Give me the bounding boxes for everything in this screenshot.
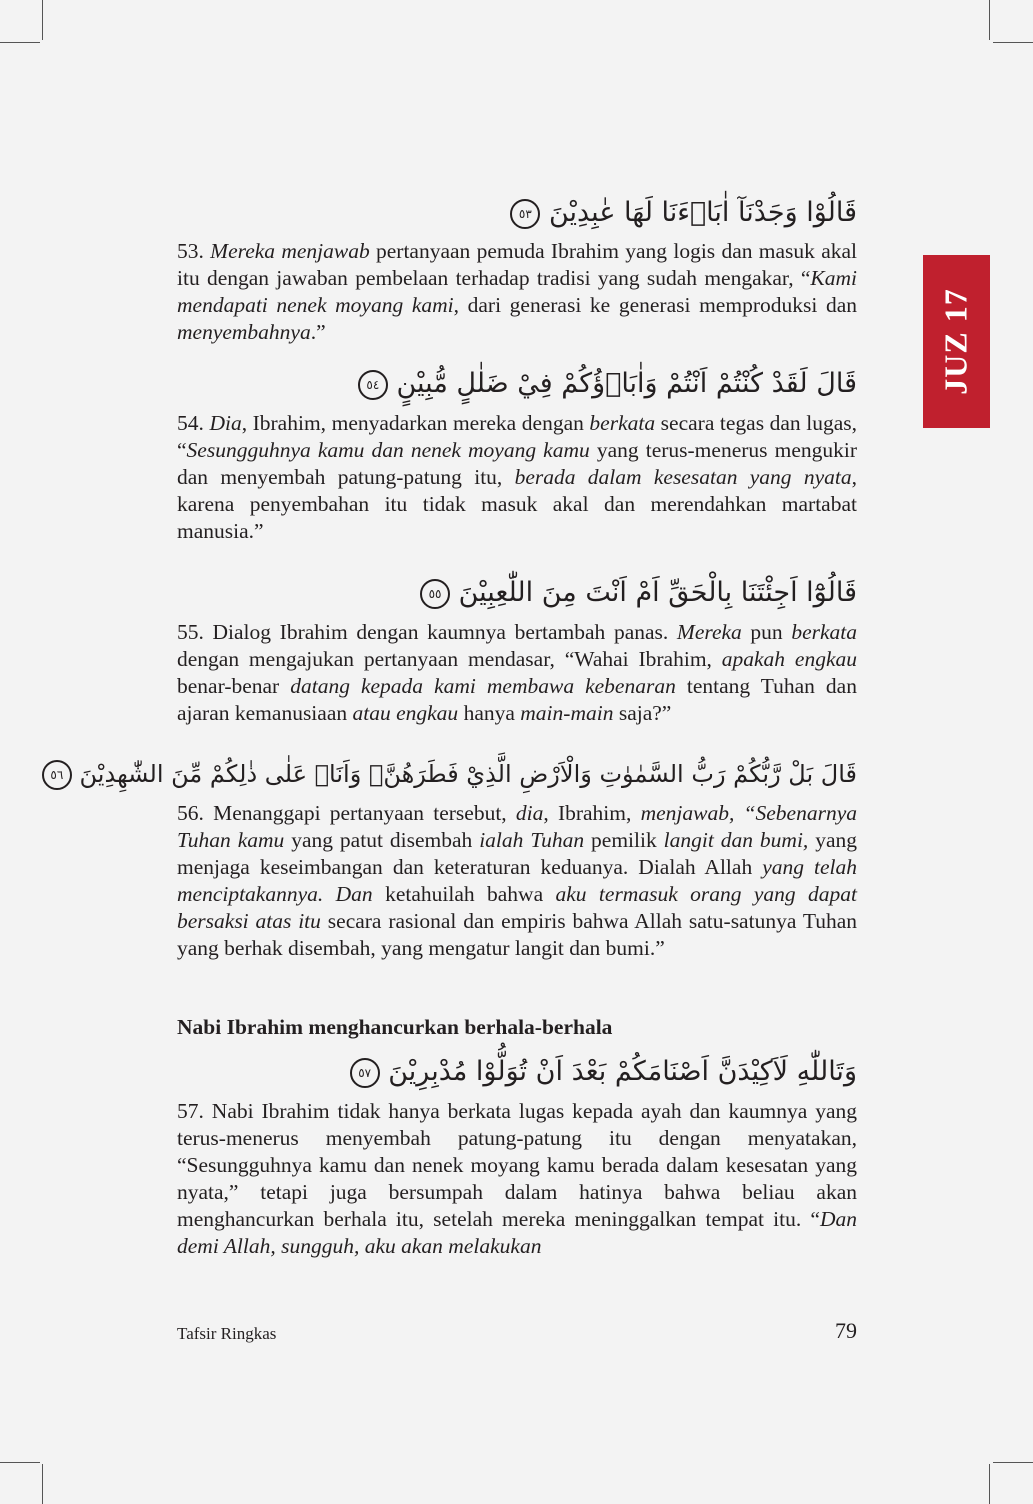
- juz-tab: [923, 255, 990, 428]
- text-run: dengan mengajukan pertanyaan mendasar, “Wahai Ibrahim,: [177, 647, 722, 671]
- text-run: 53.: [177, 239, 211, 263]
- crop-mark: [0, 1462, 40, 1463]
- emphasis-text: menjawab, “Sebenarnya Tuhan kamu: [177, 801, 858, 852]
- text-run: , Ibrahim,: [543, 801, 641, 825]
- ayah-text: قَالُوْٓا اَجِئْتَنَا بِالْحَقِّ اَمْ اَنْتَ مِنَ اللّٰعِبِيْنَ: [458, 577, 857, 608]
- text-run: tentang Tuhan dan ajaran kemanusiaan: [177, 674, 857, 725]
- text-run: benar-benar: [177, 674, 291, 698]
- emphasis-text: Sesungguhnya kamu dan nenek moyang kamu: [186, 438, 590, 462]
- text-run: ketahuilah bahwa: [372, 882, 556, 906]
- text-run: 57. Nabi Ibrahim tidak hanya berkata lugas kepada ayah dan kaumnya yang terus-menerus menyembah patung-patung itu dengan menyatakan, “Sesungguhnya kamu dan nenek moyang kamu berada dalam kesesatan yang nyata,” tetapi juga bersumpah dalam hatinya bahwa beliau akan menghancurkan berhala itu, setelah mereka meninggalkan tempat itu. “: [177, 1099, 857, 1231]
- crop-mark: [989, 0, 990, 40]
- text-run: secara tegas dan lugas, “: [177, 411, 857, 462]
- text-run: 54.: [177, 411, 210, 435]
- text-run: 56. Menanggapi pertanyaan tersebut,: [177, 801, 516, 825]
- crop-mark: [989, 1464, 990, 1504]
- page-content: [50, 190, 858, 1260]
- text-run: , Ibrahim, menyadarkan mereka dengan: [241, 411, 590, 435]
- page-number: 79: [835, 1318, 857, 1343]
- emphasis-text: berkata: [791, 620, 858, 644]
- emphasis-text: langit dan bumi,: [663, 828, 809, 852]
- ayah-56: [50, 751, 857, 797]
- text-run: pemilik: [584, 828, 664, 852]
- emphasis-text: Kami mendapati nenek moyang kami: [177, 266, 857, 317]
- text-run: , dari generasi ke generasi memproduksi dan: [453, 293, 857, 317]
- ayah-54: [177, 361, 857, 407]
- text-run: .”: [310, 320, 326, 344]
- crop-mark: [993, 42, 1033, 43]
- ayah-text: قَالُوْا وَجَدْنَآ اٰبَاۤءَنَا لَهَا عٰبِدِيْنَ: [548, 197, 857, 228]
- translation-53: [177, 238, 857, 346]
- emphasis-text: apakah engkau: [721, 647, 857, 671]
- translation-54: [177, 410, 857, 545]
- ayah-number-marker: ٥٤: [358, 370, 388, 400]
- text-run: yang menjaga keseimbangan dan keteraturan keduanya. Dialah Allah: [177, 828, 858, 879]
- emphasis-text: main-main: [520, 701, 614, 725]
- emphasis-text: Dia: [209, 411, 242, 435]
- juz-label: JUZ 17: [938, 288, 975, 395]
- translation-57: [177, 1098, 857, 1260]
- emphasis-text: berada dalam kesesatan yang nyata: [514, 465, 852, 489]
- ayah-number-marker: ٥٧: [350, 1058, 380, 1088]
- ayah-text: وَتَاللّٰهِ لَاَكِيْدَنَّ اَصْنَامَكُمْ بَعْدَ اَنْ تُوَلُّوْا مُدْبِرِيْنَ: [388, 1056, 857, 1087]
- crop-mark: [42, 0, 43, 40]
- emphasis-text: datang kepada kami membawa kebenaran: [290, 674, 676, 698]
- ayah-number-marker: ٥٣: [510, 199, 540, 229]
- text-run: saja?”: [613, 701, 672, 725]
- emphasis-text: Mereka menjawab: [210, 239, 370, 263]
- crop-mark: [42, 1464, 43, 1504]
- emphasis-text: ialah Tuhan: [479, 828, 585, 852]
- text-run: secara rasional dan empiris bahwa Allah satu-satunya Tuhan yang berhak disembah, yang mengatur langit dan bumi.”: [177, 909, 858, 960]
- ayah-number-marker: ٥٦: [42, 760, 72, 790]
- ayah-57: [177, 1049, 857, 1095]
- text-run: yang terus-menerus mengukir dan menyembah patung-patung itu,: [177, 438, 857, 489]
- emphasis-text: Dan demi Allah, sungguh, aku akan melakukan: [177, 1207, 857, 1258]
- emphasis-text: dia: [515, 801, 544, 825]
- translation-56: [177, 800, 857, 962]
- emphasis-text: menyembahnya: [177, 320, 311, 344]
- text-run: , karena penyembahan itu tidak masuk akal dan merendahkan martabat manusia.”: [177, 465, 857, 543]
- translation-55: [177, 619, 857, 727]
- emphasis-text: berkata: [589, 411, 656, 435]
- text-run: pertanyaan pemuda Ibrahim yang logis dan masuk akal itu dengan jawaban pembelaan terhadap tradisi yang sudah mengakar, “: [177, 239, 858, 290]
- text-run: yang patut disembah: [284, 828, 480, 852]
- section-heading: Nabi Ibrahim menghancurkan berhala-berhala: [177, 1015, 613, 1039]
- ayah-number-marker: ٥٥: [420, 579, 450, 609]
- emphasis-text: Mereka: [676, 620, 742, 644]
- crop-mark: [993, 1462, 1033, 1463]
- ayah-53: [177, 190, 857, 236]
- emphasis-text: aku termasuk orang yang dapat bersaksi atas itu: [177, 882, 858, 933]
- text-run: 55. Dialog Ibrahim dengan kaumnya bertambah panas.: [177, 620, 677, 644]
- emphasis-text: yang telah menciptakannya. Dan: [177, 855, 857, 906]
- ayah-text: قَالَ لَقَدْ كُنْتُمْ اَنْتُمْ وَاٰبَاۤؤُكُمْ فِيْ ضَلٰلٍ مُّبِيْنٍ: [396, 368, 857, 399]
- ayah-55: [177, 570, 857, 616]
- crop-mark: [0, 42, 40, 43]
- ayah-text: قَالَ بَلْ رَّبُّكُمْ رَبُّ السَّمٰوٰتِ وَالْاَرْضِ الَّذِيْ فَطَرَهُنَّۖ وَاَنَا۠ عَلٰى ذٰلِكُمْ مِّنَ الشّٰهِدِيْنَ: [79, 760, 857, 788]
- emphasis-text: atau engkau: [352, 701, 459, 725]
- book-title: Tafsir Ringkas: [177, 1324, 277, 1343]
- text-run: pun: [741, 620, 792, 644]
- text-run: hanya: [458, 701, 521, 725]
